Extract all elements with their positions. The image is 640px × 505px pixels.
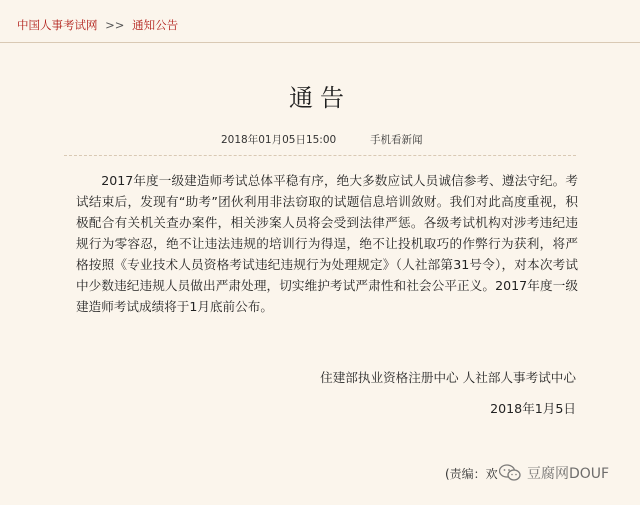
breadcrumb-current-link[interactable]: 通知公告 xyxy=(132,18,179,32)
watermark xyxy=(499,463,609,483)
divider xyxy=(64,155,576,156)
breadcrumb-separator: >> xyxy=(105,18,125,32)
article-body xyxy=(76,170,578,317)
body-paragraph: 2017年度一级建造师考试总体平稳有序，绝大多数应试人员诚信参考、遵法守纪。考试结束后，发现有“助考”团伙利用非法窃取的试题信息培训敛财。我们对此高度重视，积极配合有关机关查办案件，相关涉案人员将会受到法律严惩。各级考试机构对涉考违纪违规行为零容忍，绝不让违法违规的培训行为得逞，绝不让投机取巧的作弊行为获利，将严格按照《专业技术人员资格考试违纪违规行为处理规定》（人社部第31号令），对本次考试中少数违纪违规人员做出严肃处理，切实维护考试严肃性和社会公平正义。2017年度一级建造师考试成绩将于1月底前公布。 xyxy=(76,173,578,314)
editor-note: (责编：欢 xyxy=(445,467,498,481)
watermark-text: 豆腐网DOUF xyxy=(527,466,610,482)
mobile-view-link[interactable]: 手机看新闻 xyxy=(370,134,423,146)
sign-date: 2018年1月5日 xyxy=(490,401,576,416)
breadcrumb xyxy=(0,0,640,43)
page-title: 通告 xyxy=(289,84,351,112)
signature-block xyxy=(320,367,576,419)
wechat-icon xyxy=(499,464,521,482)
publish-date: 2018年01月05日15:00 xyxy=(221,134,337,146)
signature: 住建部执业资格注册中心 人社部人事考试中心 xyxy=(320,370,576,385)
breadcrumb-home-link[interactable]: 中国人事考试网 xyxy=(17,18,98,32)
